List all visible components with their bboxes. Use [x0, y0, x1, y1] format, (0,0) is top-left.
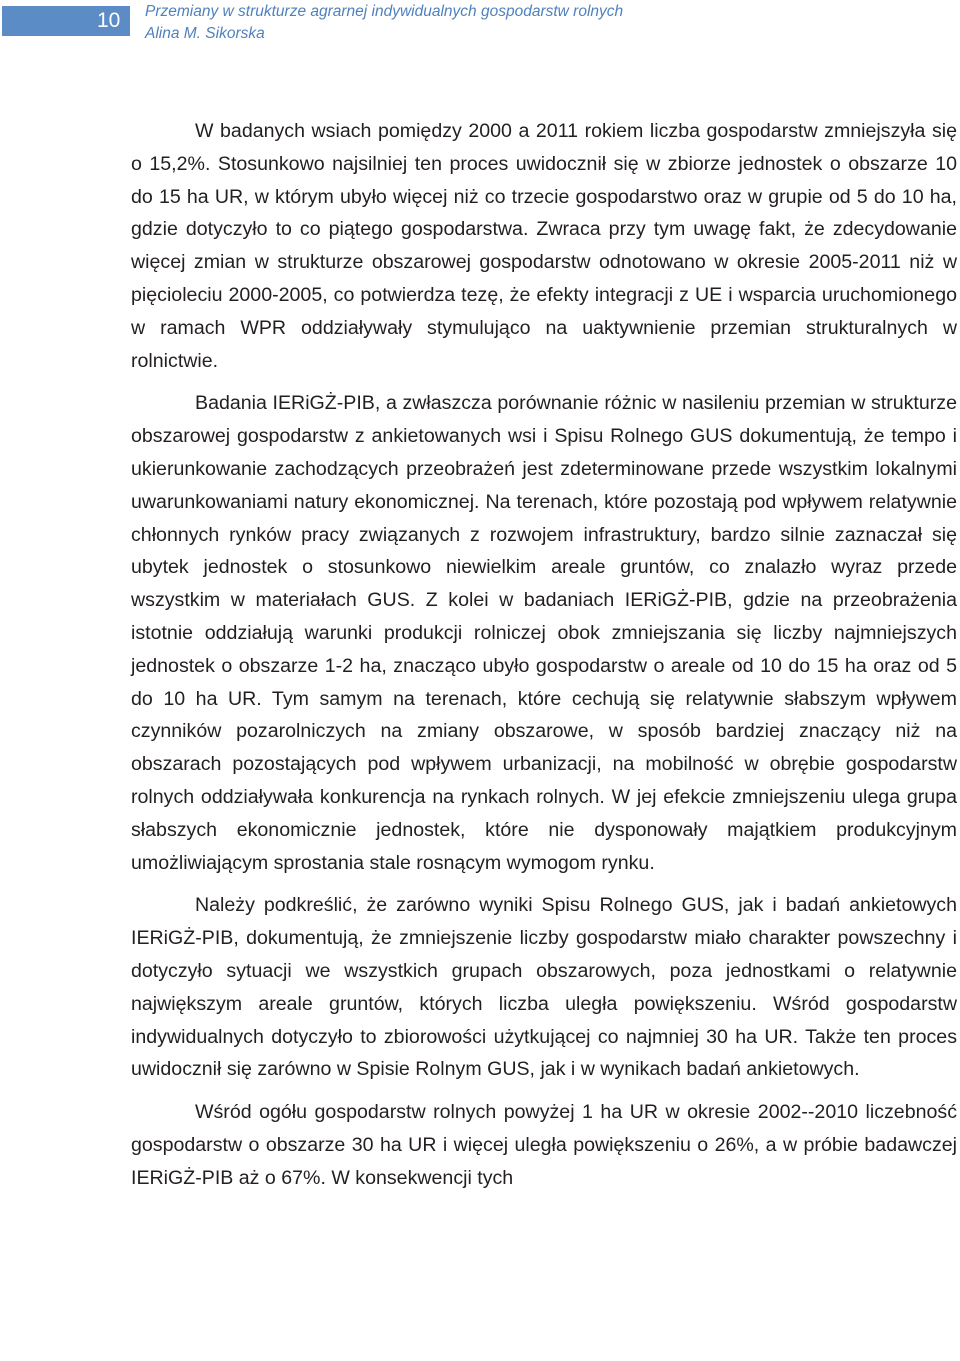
running-author: Alina M. Sikorska — [145, 25, 265, 42]
body-text — [131, 115, 957, 1205]
paragraph: Należy podkreślić, że zarówno wyniki Spisu Rolnego GUS, jak i badań ankietowych IERiGŻ-PIB, dokumentują, że zmniejszenie liczby gospodarstw miało charakter powszechny i dotyczyło sytuacji we wszystkich grupach obszarowych, poza jednostkami o relatywnie największym areale gruntów, których liczba uległa powiększeniu. Wśród gospodarstw indywidualnych dotyczyło to zbiorowości użytkującej co najmniej 30 ha UR. Także ten proces uwidocznił się zarówno w Spisie Rolnym GUS, jak i w wynikach badań ankietowych. — [131, 894, 957, 1081]
paragraph: W badanych wsiach pomiędzy 2000 a 2011 rokiem liczba gospodarstw zmniejszyła się o 15,2%. Stosunkowo najsilniej ten proces uwidocznił się w zbiorze jednostek o obszarze 10 do 15 ha UR, w którym ubyło więcej niż co trzecie gospodarstwo oraz w grupie od 5 do 10 ha, gdzie dotyczyło to co piątego gospodarstwa. Zwraca przy tym uwagę fakt, że zdecydowanie więcej zmian w strukturze obszarowej gospodarstw odnotowano w okresie 2005-2011 niż w pięcioleciu 2000-2005, co potwierdza tezę, że efekty integracji z UE i wsparcia uruchomionego w ramach WPR oddziaływały stymulująco na uaktywnienie przemian strukturalnych w rolnictwie. — [131, 120, 957, 372]
paragraph: Wśród ogółu gospodarstw rolnych powyżej 1 ha UR w okresie 2002--2010 liczebność gospodarstw o obszarze 30 ha UR i więcej uległa powiększeniu o 26%, a w próbie badawczej IERiGŻ-PIB aż o 67%. W konsekwencji tych — [131, 1101, 957, 1189]
paragraph: Badania IERiGŻ-PIB, a zwłaszcza porównanie różnic w nasileniu przemian w strukturze obszarowej gospodarstw z ankietowanych wsi i Spisu Rolnego GUS dokumentują, że tempo i ukierunkowanie zachodzących przeobrażeń jest zdeterminowane przede wszystkim lokalnymi uwarunkowaniami natury ekonomicznej. Na terenach, które pozostają pod wpływem relatywnie chłonnych rynków pracy związanych z rozwojem infrastruktury, bardzo silnie zaznaczał się ubytek jednostek o stosunkowo niewielkim areale gruntów, co znalazło wyraz przede wszystkim w materiałach GUS. Z kolei w badaniach IERiGŻ-PIB, gdzie na przeobrażenia istotnie oddziałują warunki produkcji rolniczej obok zmniejszania się liczby najmniejszych jednostek o obszarze 1-2 ha, znacząco ubyło gospodarstw o areale od 10 do 15 ha oraz od 5 do 10 ha UR. Tym samym na terenach, które cechują się relatywnie słabszym wpływem czynników pozarolniczych na zmiany obszarowe, w sposób bardziej znaczący niż na obszarach pozostających pod wpływem urbanizacji, na mobilność w obrębie gospodarstw rolnych oddziaływała konkurencja na rynkach rolnych. W jej efekcie zmniejszeniu ulega grupa słabszych ekonomicznie jednostek, które nie dysponowały majątkiem produkcyjnym umożliwiającym sprostania stale rosnącym wymogom rynku. — [131, 392, 957, 874]
running-title: Przemiany w strukturze agrarnej indywidualnych gospodarstw rolnych — [145, 3, 624, 20]
page-number: 10 — [2, 6, 130, 36]
page-header — [0, 0, 960, 56]
